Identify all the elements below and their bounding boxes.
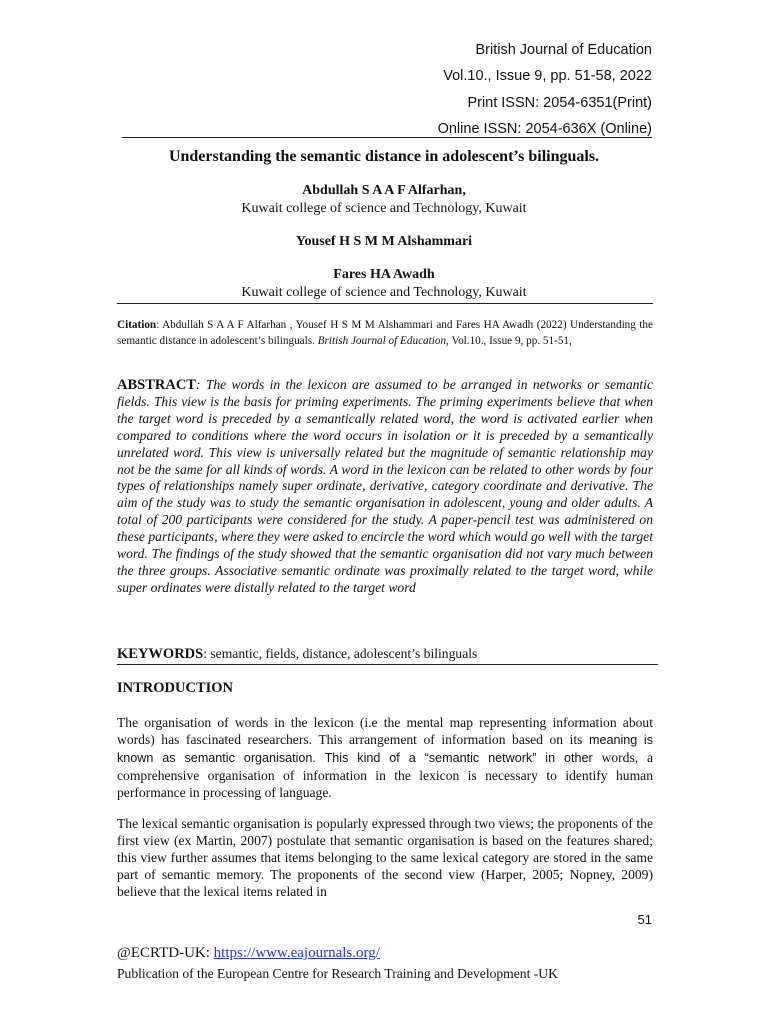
author-3-name: Fares HA Awadh [333, 267, 435, 282]
authors-rule [117, 303, 653, 304]
page-number: 51 [637, 912, 652, 927]
intro-p1-part-a: The organisation of words in the lexicon (i.e the mental map representing information about words) has fascinated researchers. This arrangement of information based on its [117, 715, 653, 747]
intro-paragraph-2: The lexical semantic organisation is popularly expressed through two views; the proponents of the first view (ex Martin, 2007) postulate that semantic organisation is based on the features shared; this view further assumes that items belonging to the same lexical category are stored in the same part of semantic memory. The proponents of the second view (Harper, 2005; Nopney, 2009) believe that the lexical items related in [117, 816, 653, 899]
author-1-name: Abdullah S A A F Alfarhan, [302, 183, 466, 198]
keywords-rule [117, 664, 658, 665]
footer-url-link[interactable]: https://www.eajournals.org/ [213, 945, 380, 961]
intro-p1-part-c: words, a comprehensive organisation of information in the lexicon is necessary to identify human performance in processing of language. [117, 750, 653, 800]
intro-p1-part-b: meaning is known as semantic organisation. This kind of a “semantic network” in other [117, 733, 653, 765]
author-3-affiliation: Kuwait college of science and Technology, Kuwait [241, 285, 527, 300]
keywords-label: KEYWORDS [117, 646, 204, 662]
abstract-label: ABSTRACT [117, 377, 196, 393]
abstract-block [117, 377, 653, 597]
author-2-name: Yousef H S M M Alshammari [295, 234, 473, 249]
abstract-text: : The words in the lexicon are assumed to be arranged in networks or semantic fields. This view is the basis for priming experiments. The priming experiments believe that when the target word is preceded by a semantically related word, the word is activated earlier when compared to conditions where the word occurs in isolation or it is preceded by a semantically unrelated word. This view is universally related but the magnitude of semantic relationship may not be the same for all kinds of words. A word in the lexicon can be related to other words by four types of relationships namely super ordinate, derivative, category coordinate and derivative. The aim of the study was to study the semantic organisation in adolescent, young and older adults. A total of 200 participants were considered for the study. A paper-pencil test was administered on these participants, where they were asked to encircle the word which would go well with the target word. The findings of the study showed that the semantic organisation did not vary much between the three groups. Associative semantic ordinate was proximally related to the target word, while super ordinates were distally related to the target word [117, 377, 653, 595]
introduction-heading: INTRODUCTION [117, 680, 234, 696]
citation-block [117, 318, 653, 349]
citation-journal: British Journal of Education [317, 334, 447, 347]
footer-org-line [117, 945, 380, 962]
author-1-affiliation: Kuwait college of science and Technology, Kuwait [241, 201, 527, 216]
footer-publication: Publication of the European Centre for Research Training and Development -UK [117, 966, 558, 981]
online-issn: Online ISSN: 2054-636X (Online) [437, 121, 652, 137]
keywords-text: : semantic, fields, distance, adolescent’s bilinguals [203, 646, 478, 661]
citation-text: : Abdullah S A A F Alfarhan , Yousef H S M M Alshammari and Fares HA Awadh (2022) Understanding the semantic distance in adolescent’s bilinguals. [117, 319, 653, 347]
intro-paragraph-1 [117, 714, 653, 801]
citation-details: , Vol.10., Issue 9, pp. 51-51, [446, 334, 572, 347]
print-issn: Print ISSN: 2054-6351(Print) [467, 95, 652, 111]
volume-info: Vol.10., Issue 9, pp. 51-58, 2022 [443, 68, 652, 84]
citation-label: Citation [117, 319, 157, 331]
header-rule [122, 137, 652, 138]
footer-org: @ECRTD-UK: [117, 945, 214, 961]
paper-title: Understanding the semantic distance in adolescent’s bilinguals. [168, 148, 600, 165]
journal-name: British Journal of Education [475, 42, 652, 58]
keywords-block [117, 645, 653, 663]
